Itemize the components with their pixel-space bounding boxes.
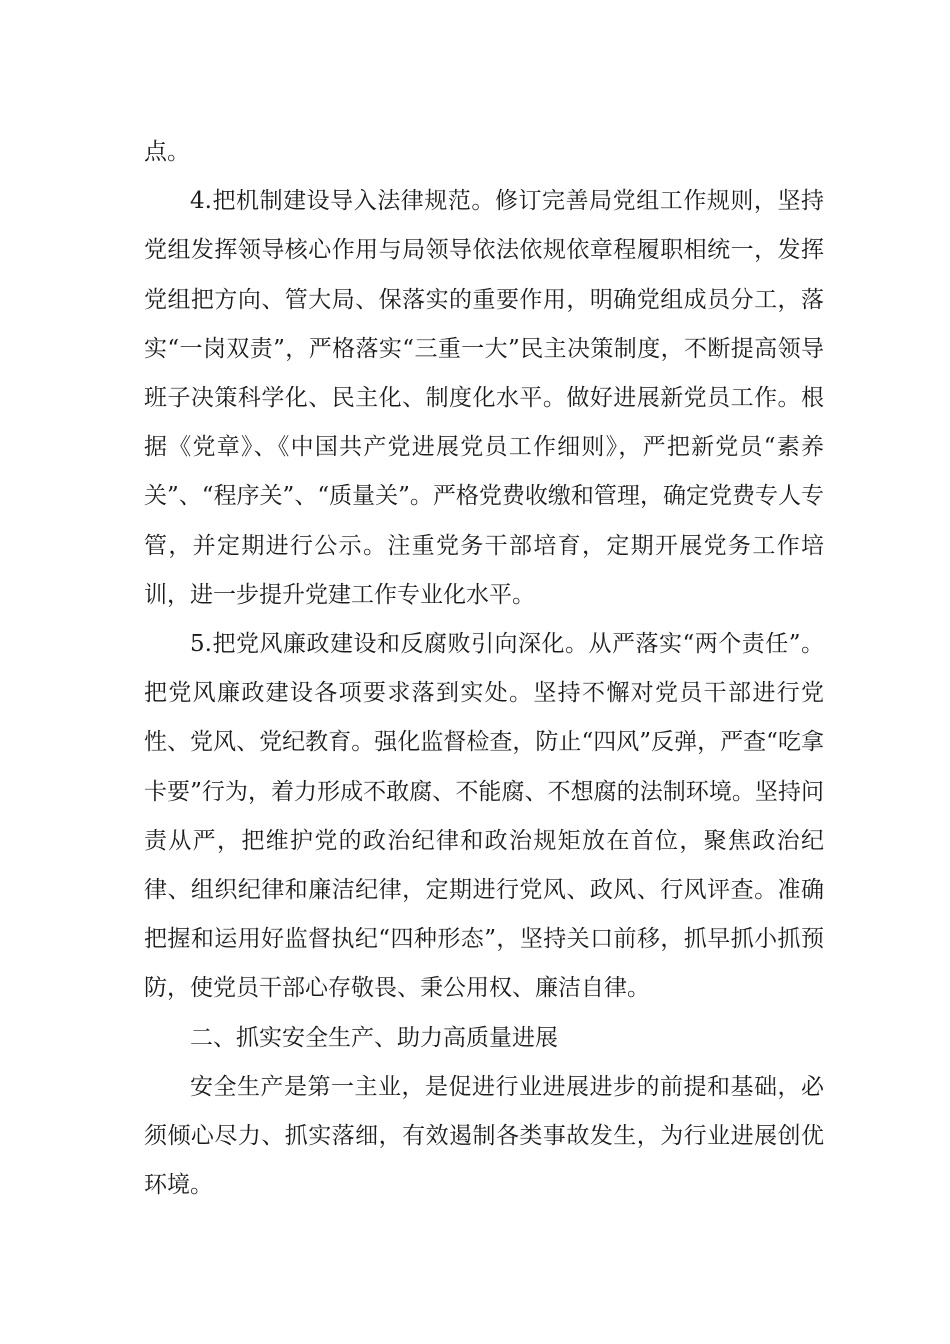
paragraph-continuation: 点。: [144, 139, 190, 165]
paragraph-item-4: 4.把机制建设导入法律规范。修订完善局党组工作规则，坚持党组发挥领导核心作用与局领导依法依规依章程履职相统一，发挥党组把方向、管大局、保落实的重要作用，明确党组成员分工，落实“一岗双责”，严格落实“三重一大”民主决策制度，不断提高领导班子决策科学化、民主化、制度化水平。做好进展新党员工作。根据《党章》、《中国共产党进展党员工作细则》，严把新党员“素养关”、“程序关”、“质量关”。严格党费收缴和管理，确定党费专人专管，并定期进行公示。注重党务干部培育，定期开展党务工作培训，进一步提升党建工作专业化水平。: [144, 188, 824, 608]
document-body: [144, 128, 824, 1210]
paragraph-section-intro: 安全生产是第一主业，是促进行业进展进步的前提和基础，必须倾心尽力、抓实落细，有效遏制各类事故发生，为行业进展创优环境。: [144, 1073, 824, 1199]
section-heading: 二、抓实安全生产、助力高质量进展: [190, 1024, 558, 1051]
paragraph-item-5: 5.把党风廉政建设和反腐败引向深化。从严落实“两个责任”。把党风廉政建设各项要求落到实处。坚持不懈对党员干部进行党性、党风、党纪教育。强化监督检查，防止“四风”反弹，严查“吃拿卡要”行为，着力形成不敢腐、不能腐、不想腐的法制环境。坚持问责从严，把维护党的政治纪律和政治规矩放在首位，聚焦政治纪律、组织纪律和廉洁纪律，定期进行党风、政风、行风评查。准确把握和运用好监督执纪“四种形态”，坚持关口前移，抓早抓小抓预防，使党员干部心存敬畏、秉公用权、廉洁自律。: [144, 631, 824, 1002]
